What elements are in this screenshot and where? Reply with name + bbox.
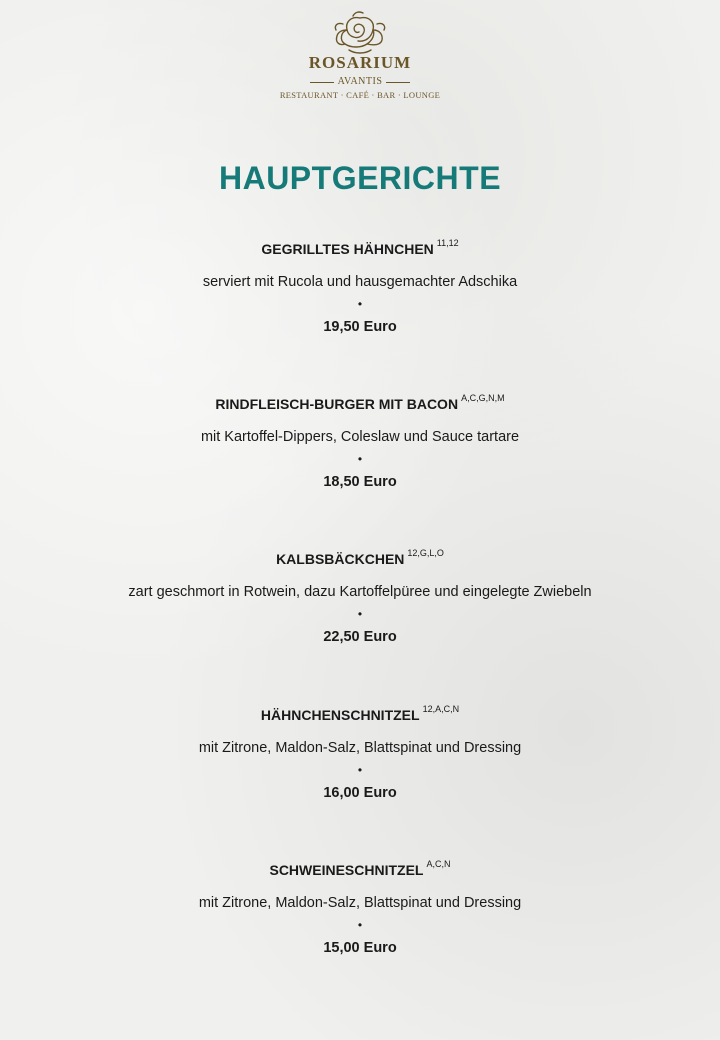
brand-sub xyxy=(0,76,720,88)
brand-tagline: RESTAURANT · CAFÉ · BAR · LOUNGE xyxy=(279,90,441,100)
item-description: serviert mit Rucola und hausgemachter Adschika xyxy=(202,274,518,290)
item-name: KALBSBÄCKCHEN $^{12,G,L,O}$ xyxy=(276,548,444,568)
divider xyxy=(310,82,334,83)
allergen-codes: A,C,G,N,M xyxy=(461,393,505,404)
item-description: mit Zitrone, Maldon-Salz, Blattspinat und Dressing xyxy=(198,739,522,756)
logo xyxy=(0,10,720,101)
allergen-codes: 11,12 xyxy=(436,238,459,248)
section-title: HAUPTGERICHTE xyxy=(218,160,502,196)
allergen-codes: 12,A,C,N xyxy=(422,703,460,714)
item-name: RINDFLEISCH-BURGER MIT BACON $^{A,C,G,N,M}$ xyxy=(215,393,505,413)
item-description: zart geschmort in Rotwein, dazu Kartoffelpüree und eingelegte Zwiebeln xyxy=(128,584,592,601)
separator-dot: • xyxy=(357,917,363,932)
menu-items xyxy=(0,233,720,1009)
divider xyxy=(386,82,410,83)
item-name: HÄHNCHENSCHNITZEL $^{12,A,C,N}$ xyxy=(260,703,460,723)
item-description: mit Kartoffel-Dippers, Coleslaw und Sauce tartare xyxy=(200,429,520,446)
item-name: SCHWEINESCHNITZEL $^{A,C,N}$ xyxy=(269,858,451,878)
separator-dot: • xyxy=(357,607,363,622)
item-name: GEGRILLTES HÄHNCHEN $^{11,12}$ xyxy=(261,238,459,257)
item-price: 22,50 Euro xyxy=(323,629,397,646)
item-price: 18,50 Euro xyxy=(323,474,397,491)
menu-item xyxy=(0,233,720,388)
separator-dot: • xyxy=(357,762,363,777)
menu-item xyxy=(0,388,720,543)
separator-dot: • xyxy=(357,452,363,467)
menu-item xyxy=(0,543,720,698)
menu-item xyxy=(0,699,720,854)
menu-item xyxy=(0,854,720,1009)
brand-name: ROSARIUM xyxy=(308,53,412,72)
allergen-codes: 12,G,L,O xyxy=(407,548,444,559)
item-price: 15,00 Euro xyxy=(323,939,397,956)
separator-dot: • xyxy=(357,297,363,311)
allergen-codes: A,C,N xyxy=(426,858,451,869)
item-description: mit Zitrone, Maldon-Salz, Blattspinat und Dressing xyxy=(198,894,522,911)
item-price: 19,50 Euro xyxy=(323,319,397,335)
rose-logo-icon xyxy=(325,10,395,56)
brand-sub-label: AVANTIS xyxy=(337,76,383,87)
item-price: 16,00 Euro xyxy=(323,784,397,801)
